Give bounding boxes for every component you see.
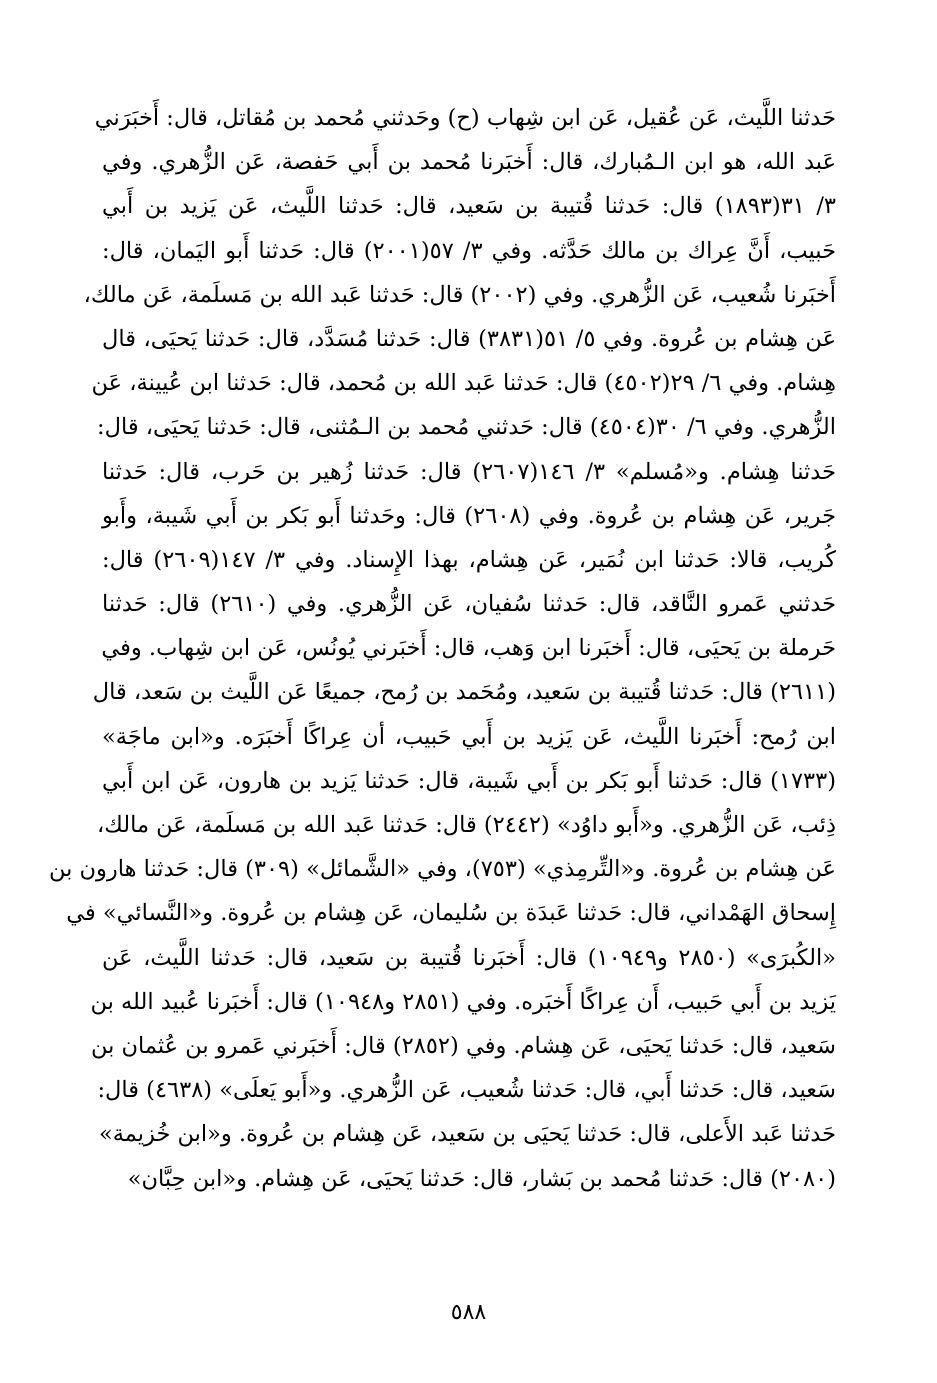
- text-line: سَعيد، قال: حَدثنا أَبي، قال: حَدثنا شُعيب، عَن الزُّهري. و«أَبو يَعلَى» (٤٦٣٨) قال:: [97, 1077, 836, 1104]
- text-line: هِشام. وفي ٦/ ٢٩(٤٥٠٢) قال: حَدثنا عَبد الله بن مُحمد، قال: حَدثنا ابن عُيينة، عَن: [91, 370, 836, 397]
- text-line: حَدثني عَمرو النَّاقد، قال: حَدثنا سُفيان، عَن الزُّهري. وفي (٢٦١٠) قال: حَدثنا: [102, 591, 836, 618]
- text-line: (٢٠٨٠) قال: حَدثنا مُحمد بن بَشار، قال: حَدثنا يَحيَى، عَن هِشام. و«ابن حِبَّان»: [127, 1165, 836, 1192]
- text-line: كُريب، قالا: حَدثنا ابن نُمَير، عَن هِشام، بهذا الإِسناد. وفي ٣/ ١٤٧(٢٦٠٩) قال:: [102, 546, 836, 573]
- text-line: حَدثنا عَبد الأَعلى، قال: حَدثنا يَحيَى بن سَعيد، عَن هِشام بن عُروة. و«ابن خُزيمة»: [98, 1121, 836, 1148]
- text-line: حَرملة بن يَحيَى، قال: أَخبَرنا ابن وَهب، قال: أَخبَرني يُونُس، عَن ابن شِهاب. وفي: [101, 635, 836, 662]
- text-line: (٢٦١١) قال: حَدثنا قُتيبة بن سَعيد، ومُحَمد بن رُمح، جميعًا عَن اللَّيث بن سَعد، قال: [92, 679, 836, 706]
- text-line: إِسحاق الهَمْداني، قال: حَدثنا عَبدَة بن سُليمان، عَن هِشام بن عُروة. و«النَّسائي» في: [66, 900, 836, 927]
- text-line: حَدثنا هِشام. و«مُسلم» ٣/ ١٤٦(٢٦٠٧) قال: حَدثنا زُهير بن حَرب، قال: حَدثنا: [102, 458, 837, 485]
- text-line: عَن هِشام بن عُروة. وفي ٥/ ٥١(٣٨٣١) قال: حَدثنا مُسَدَّد، قال: حَدثنا يَحيَى، قال: [102, 325, 836, 352]
- text-line: ذِئب، عَن الزُّهري. و«أَبو داوُد» (٢٤٤٢) قال: حَدثنا عَبد الله بن مَسلَمة، عَن مالك،: [97, 812, 836, 838]
- text-line: حَدثنا اللَّيث، عَن عُقيل، عَن ابن شِهاب (ح) وحَدثني مُحمد بن مُقاتل، قال: أَخبَرَني: [94, 105, 836, 131]
- text-line: الزُّهري. وفي ٦/ ٣٠(٤٥٠٤) قال: حَدثني مُحمد بن الـمُثنى، قال: حَدثنا يَحيَى، قال:: [97, 414, 836, 441]
- text-line: جَرير، عَن هِشام بن عُروة. وفي (٢٦٠٨) قال: وحَدثنا أَبو بَكر بن أَبي شَيبة، وأَبو: [102, 502, 836, 529]
- text-line: ٣/ ٣١(١٨٩٣) قال: حَدثنا قُتيبة بن سَعيد، قال: حَدثنا اللَّيث، عَن يَزيد بن أَبي: [102, 193, 837, 220]
- text-line: سَعيد، قال: حَدثنا يَحيَى، عَن هِشام. وفي (٢٨٥٢) قال: أَخبَرني عَمرو بن عُثمان بن: [90, 1032, 836, 1059]
- text-line: يَزيد بن أَبي حَبيب، أَن عِراكًا أَخبَره. وفي (٢٨٥١ و١٠٩٤٨) قال: أَخبَرنا عُبيد الله بن: [90, 988, 836, 1015]
- text-line: حَبيب، أَنَّ عِراك بن مالك حَدَّثه. وفي ٣/ ٥٧(٢٠٠١) قال: حَدثنا أَبو اليَمان، قال:: [102, 237, 836, 264]
- text-line: أَخبَرنا شُعيب، عَن الزُّهري. وفي (٢٠٠٢) قال: حَدثنا عَبد الله بن مَسلَمة، عَن مالك،: [83, 281, 836, 308]
- text-line: عَبد الله، هو ابن الـمُبارك، قال: أَخبَرنا مُحمد بن أَبي حَفصة، عَن الزُّهري. وفي: [102, 149, 836, 176]
- page-number: ٥٨٨: [450, 1300, 487, 1325]
- text-line: عَن هِشام بن عُروة. و«التِّرمِذي» (٧٥٣)، وفي «الشَّمائل» (٣٠٩) قال: حَدثنا هارون بن: [48, 856, 836, 883]
- body-text: [48, 96, 837, 1201]
- text-line: «الكُبرَى» (٢٨٥٠ و١٠٩٤٩) قال: أَخبَرنا قُتيبة بن سَعيد، قال: حَدثنا اللَّيث، عَن: [102, 944, 836, 971]
- text-line: ابن رُمح: أَخبَرنا اللَّيث، عَن يَزيد بن أَبي حَبيب، أن عِراكًا أَخبَرَه. و«ابن ماجَة»: [102, 723, 836, 750]
- text-line: (١٧٣٣) قال: حَدثنا أَبو بَكر بن أَبي شَيبة، قال: حَدثنا يَزيد بن هارون، عَن ابن أَبي: [102, 767, 836, 794]
